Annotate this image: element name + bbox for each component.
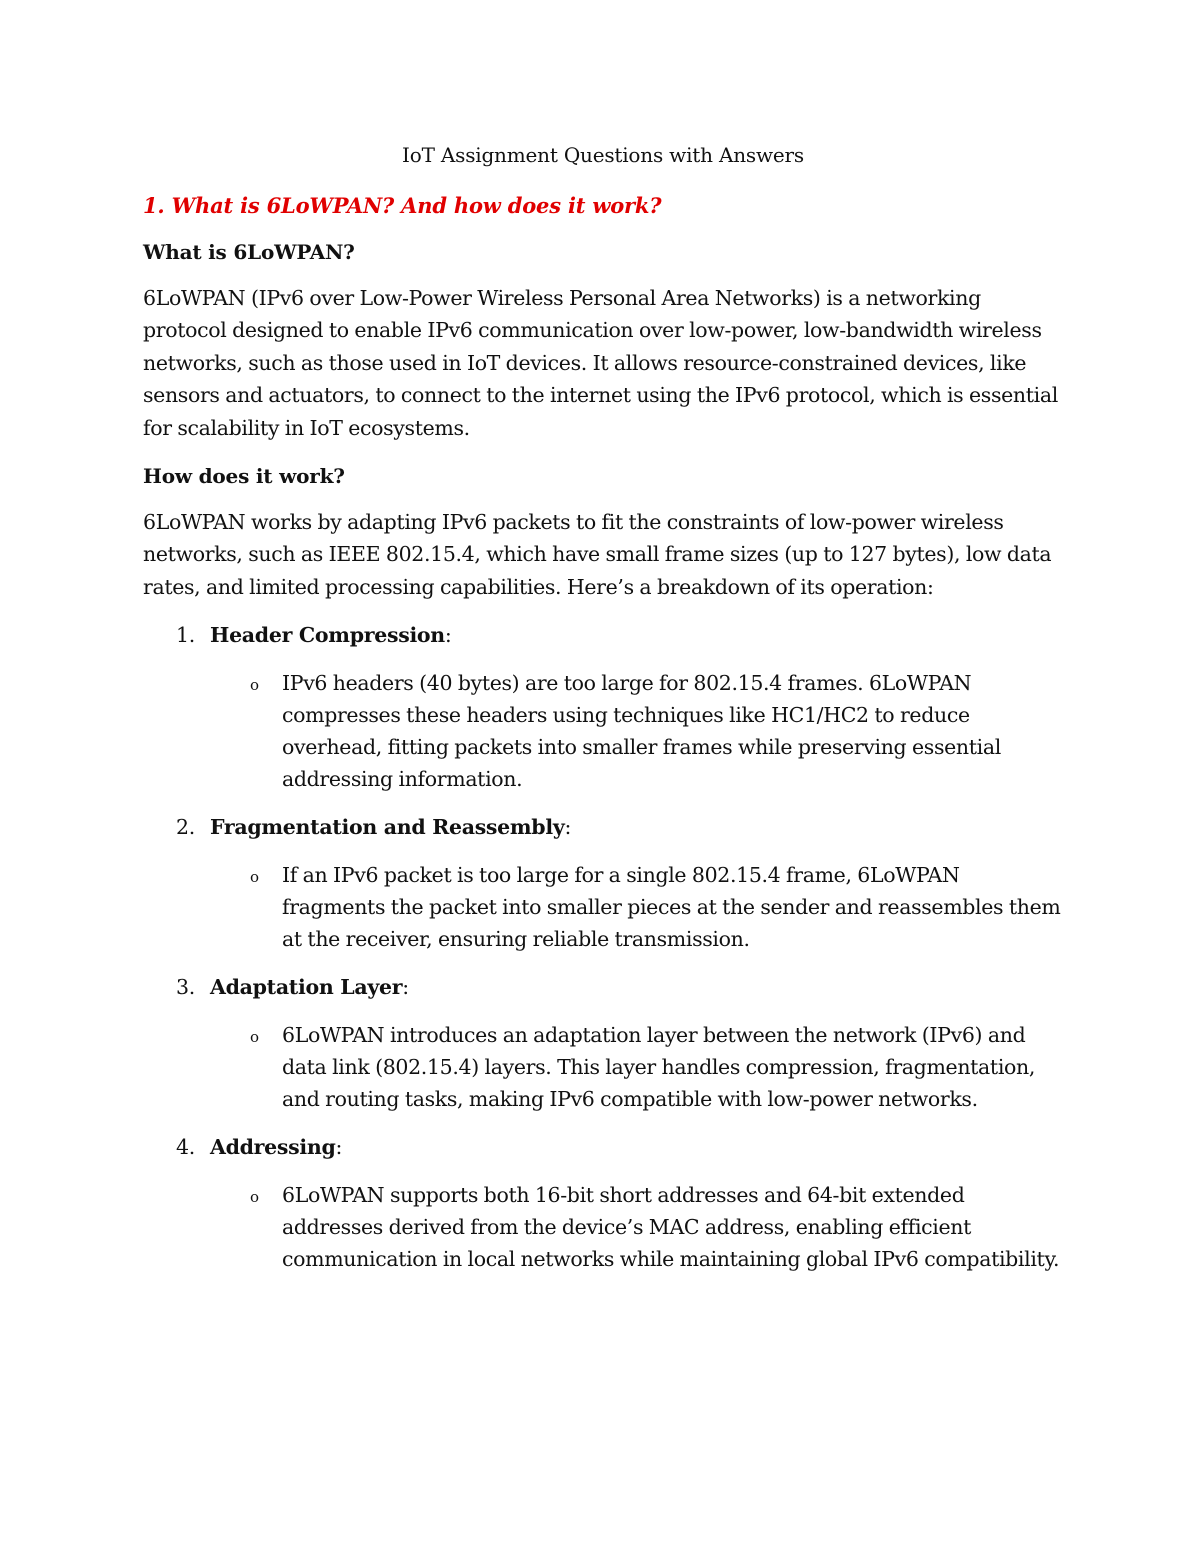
step-bullet-text: IPv6 headers (40 bytes) are too large for 802.15.4 frames. 6LoWPAN compresses these headers using techniques like HC1/HC2 to reduce overhead, fitting packets into smaller frames while preserving essential addressing information. (282, 671, 1001, 792)
step-heading (143, 811, 1063, 843)
step-number: 3. (176, 975, 195, 1000)
step-bullet-text: If an IPv6 packet is too large for a single 802.15.4 frame, 6LoWPAN fragments the packet into smaller pieces at the sender and reassembles them at the receiver, ensuring reliable transmission. (282, 863, 1061, 952)
step-bullet-text: 6LoWPAN supports both 16-bit short addresses and 64-bit extended addresses derived from the device’s MAC address, enabling efficient communication in local networks while maintaining global IPv6 compatibility. (282, 1183, 1060, 1272)
step-title-suffix: : (444, 623, 452, 648)
list-item (143, 811, 1063, 955)
document-page (143, 138, 1063, 1291)
step-bullet-text: 6LoWPAN introduces an adaptation layer between the network (IPv6) and data link (802.15.4) layers. This layer handles compression, fragmentation, and routing tasks, making IPv6 compatible with low-power networks. (282, 1023, 1036, 1112)
bullet-circle-icon: o (250, 1028, 259, 1047)
step-number: 2. (176, 815, 195, 840)
step-title-suffix: : (564, 815, 572, 840)
operation-steps-list (143, 619, 1063, 1275)
step-bullet (143, 1019, 1062, 1115)
document-title: IoT Assignment Questions with Answers (402, 143, 804, 167)
bullet-circle-icon: o (250, 676, 259, 695)
bullet-circle-icon: o (250, 868, 259, 887)
step-heading (143, 1131, 1063, 1163)
step-title-suffix: : (335, 1135, 343, 1160)
bullet-circle-icon: o (250, 1188, 259, 1207)
list-item (143, 1131, 1063, 1275)
section-heading-how-it-works: How does it work? (143, 464, 345, 489)
list-item (143, 619, 1063, 795)
step-bullet (143, 667, 1062, 795)
step-number: 4. (176, 1135, 195, 1160)
step-title: Header Compression (210, 623, 445, 648)
step-title: Addressing (210, 1135, 336, 1160)
step-title: Adaptation Layer (210, 975, 403, 1000)
step-title-suffix: : (402, 975, 409, 1000)
step-bullet (143, 1179, 1062, 1275)
section-body-what-is: 6LoWPAN (IPv6 over Low-Power Wireless Personal Area Networks) is a networking protocol designed to enable IPv6 communication over low-power, low-bandwidth wireless networks, such as those used in IoT devices. It allows resource-constrained devices, like sensors and actuators, to connect to the internet using the IPv6 protocol, which is essential for scalability in IoT ecosystems. (143, 286, 1058, 440)
step-heading (143, 619, 1063, 651)
section-body-how-it-works: 6LoWPAN works by adapting IPv6 packets to fit the constraints of low-power wireless networks, such as IEEE 802.15.4, which have small frame sizes (up to 127 bytes), low data rates, and limited processing capabilities. Here’s a breakdown of its operation: (143, 510, 1052, 599)
list-item (143, 971, 1063, 1115)
step-bullet (143, 859, 1062, 955)
step-title: Fragmentation and Reassembly (210, 815, 565, 840)
section-heading-what-is: What is 6LoWPAN? (143, 240, 355, 264)
step-number: 1. (176, 623, 195, 648)
question-heading: 1. What is 6LoWPAN? And how does it work? (143, 193, 662, 218)
step-heading (143, 971, 1063, 1003)
